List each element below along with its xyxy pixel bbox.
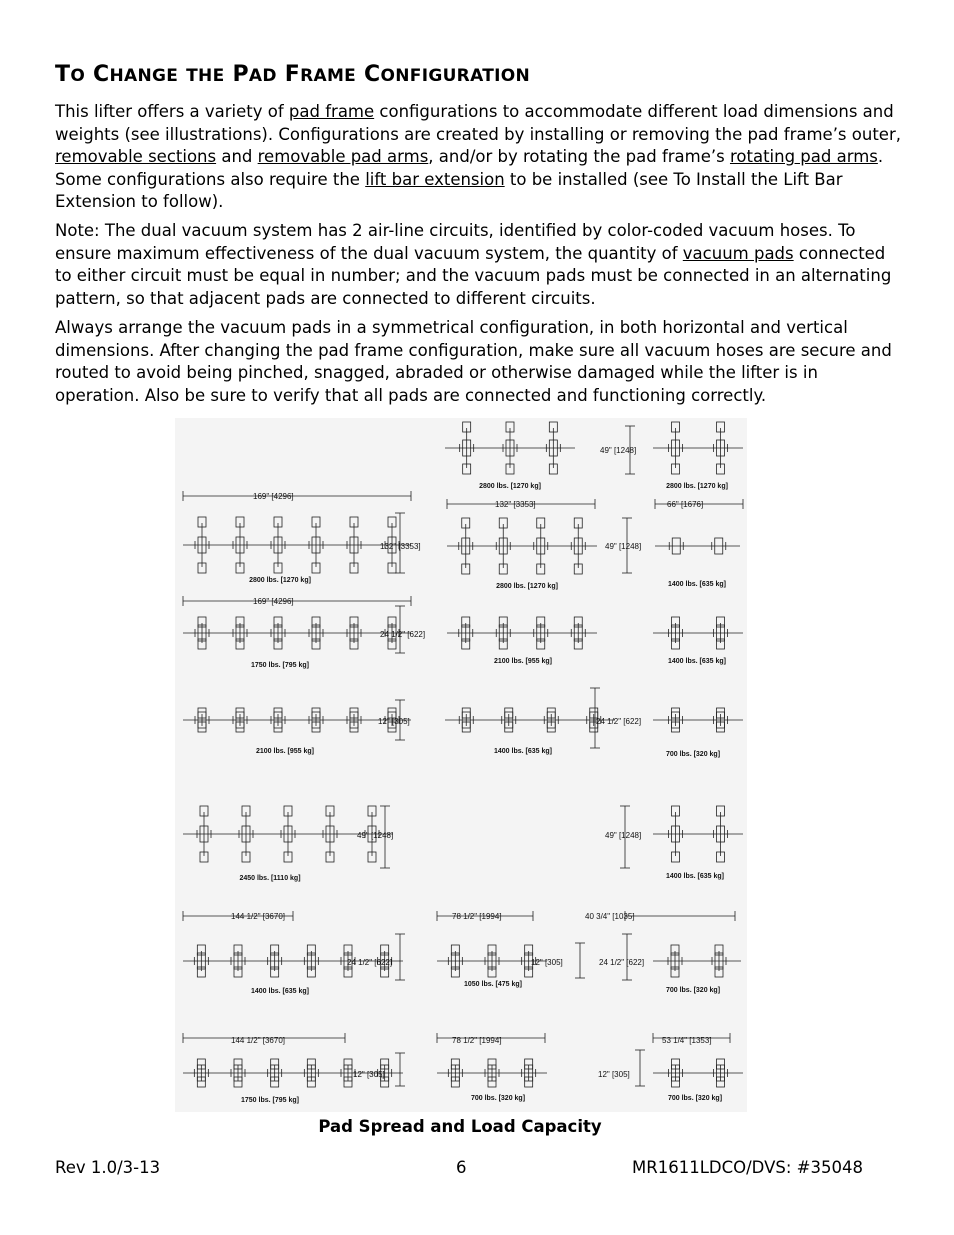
underlined-term: vacuum pads xyxy=(682,243,794,263)
load-capacity-label: 700 lbs. [320 kg] xyxy=(667,1095,723,1102)
title-small-caps: ONFIGURATION xyxy=(380,66,531,86)
underlined-term: removable sections xyxy=(55,147,217,166)
title-capital: P xyxy=(232,62,249,87)
underlined-term: removable pad arms xyxy=(257,147,429,166)
underlined-term: pad frame xyxy=(288,102,375,121)
dimension-label: 144 1/2" [3670] xyxy=(231,912,285,921)
load-capacity-label: 2800 lbs. [1270 kg] xyxy=(479,483,541,490)
text-run: to be installed (see To Install the Lift Bar Extension to follow). xyxy=(55,169,843,211)
dimension-label: 49" [1248] xyxy=(600,446,637,455)
text-run: and xyxy=(216,147,258,166)
load-capacity-label: 2100 lbs. [955 kg] xyxy=(256,748,314,755)
dimension-label: 53 1/4" [1353] xyxy=(662,1036,712,1045)
load-capacity-label: 1400 lbs. [635 kg] xyxy=(494,748,552,755)
dimension-label: 66" [1676] xyxy=(667,500,704,509)
dimension-label: 144 1/2" [3670] xyxy=(231,1036,285,1045)
load-capacity-label: 1400 lbs. [635 kg] xyxy=(668,658,726,665)
dimension-label: 78 1/2" [1994] xyxy=(452,1036,502,1045)
dimension-label: 49" [1248] xyxy=(605,831,642,840)
note-paragraph xyxy=(55,220,905,310)
title-capital: T xyxy=(55,62,71,87)
load-capacity-label: 1400 lbs. [635 kg] xyxy=(251,988,309,995)
figure-caption: Pad Spread and Load Capacity xyxy=(318,1117,602,1136)
load-capacity-label: 700 lbs. [320 kg] xyxy=(470,1095,526,1102)
load-capacity-label: 2800 lbs. [1270 kg] xyxy=(496,583,558,590)
load-capacity-label: 2800 lbs. [1270 kg] xyxy=(249,577,311,584)
page-title xyxy=(55,62,530,87)
underlined-term: lift bar extension xyxy=(365,169,505,189)
load-capacity-label: 2100 lbs. [955 kg] xyxy=(494,658,552,665)
dimension-label: 169" [4296] xyxy=(253,492,294,501)
dimension-label: 12" [305] xyxy=(531,958,563,967)
load-capacity-label: 1050 lbs. [475 kg] xyxy=(464,981,522,988)
text-run: connected to either circuit must be equal in number; and the vacuum pads must be connected in an alternating pattern, so that adjacent pads are connected to different circuits. xyxy=(55,243,892,308)
load-capacity-label: 700 lbs. [320 kg] xyxy=(665,751,721,758)
load-capacity-label: 700 lbs. [320 kg] xyxy=(665,987,721,994)
dimension-label: 12" [305] xyxy=(598,1070,630,1079)
arrangement-paragraph xyxy=(55,317,905,407)
dimension-label: 49" [1248] xyxy=(357,831,394,840)
text-run: Always arrange the vacuum pads in a symmetrical configuration, in both horizontal and vertical dimensions. After changing the pad frame configuration, make sure all vacuum hoses are secure and routed to avoid being pinched, snagged, abraded or otherwise damaged while the lifter is in operation. Also be sure to verify that all pads are connected and functioning correctly. xyxy=(55,318,892,405)
underlined-term: rotating pad arms xyxy=(729,147,878,166)
dimension-label: 24 1/2" [622] xyxy=(347,958,393,967)
title-capital: F xyxy=(284,62,301,87)
title-small-caps: HANGE xyxy=(109,66,179,86)
dimension-label: 132" [3353] xyxy=(495,500,536,509)
figure-background xyxy=(175,418,747,1112)
load-capacity-label: 1750 lbs. [795 kg] xyxy=(251,662,309,669)
title-small-caps: AD xyxy=(248,66,277,86)
load-capacity-label: 1400 lbs. [635 kg] xyxy=(668,581,726,588)
dimension-label: 78 1/2" [1994] xyxy=(452,912,502,921)
text-run: Note: The dual vacuum system has 2 air-line circuits, identified by color-coded vacuum hoses. To ensure maximum effectiveness of the dual vacuum system, the quantity of xyxy=(55,221,856,263)
dimension-label: 24 1/2" [622] xyxy=(599,958,645,967)
dimension-label: 12" [305] xyxy=(353,1070,385,1079)
load-capacity-label: 1750 lbs. [795 kg] xyxy=(241,1097,299,1104)
pad-configuration-figure xyxy=(175,418,747,1112)
text-run: This lifter offers a variety of xyxy=(55,102,289,121)
dimension-label: 132" [3353] xyxy=(380,542,421,551)
dimension-label: 12" [305] xyxy=(378,717,410,726)
title-small-caps: RAME xyxy=(300,66,357,86)
title-small-caps: THE xyxy=(186,66,225,86)
text-run: configurations to accommodate different load dimensions and weights (see illustrations). Configurations are created by installing or removing the pad frame’s outer, xyxy=(55,102,901,144)
load-capacity-label: 2800 lbs. [1270 kg] xyxy=(666,483,728,490)
dimension-label: 40 3/4" [1035] xyxy=(585,912,635,921)
footer-document-id: MR1611LDCO/DVS: #35048 xyxy=(632,1158,863,1177)
text-run: . Some configurations also require the xyxy=(55,147,884,189)
load-capacity-label: 1400 lbs. [635 kg] xyxy=(666,873,724,880)
dimension-label: 49" [1248] xyxy=(605,542,642,551)
text-run: , and/or by rotating the pad frame’s xyxy=(428,147,730,166)
title-capital: C xyxy=(93,62,110,87)
title-capital: C xyxy=(364,62,381,87)
footer-page-number: 6 xyxy=(456,1158,467,1177)
dimension-label: 169" [4296] xyxy=(253,597,294,606)
load-capacity-label: 2450 lbs. [1110 kg] xyxy=(239,875,301,882)
dimension-label: 24 1/2" [622] xyxy=(596,717,642,726)
intro-paragraph xyxy=(55,101,905,214)
footer-revision: Rev 1.0/3-13 xyxy=(55,1158,161,1177)
dimension-label: 24 1/2" [622] xyxy=(380,630,426,639)
title-small-caps: O xyxy=(70,66,86,86)
